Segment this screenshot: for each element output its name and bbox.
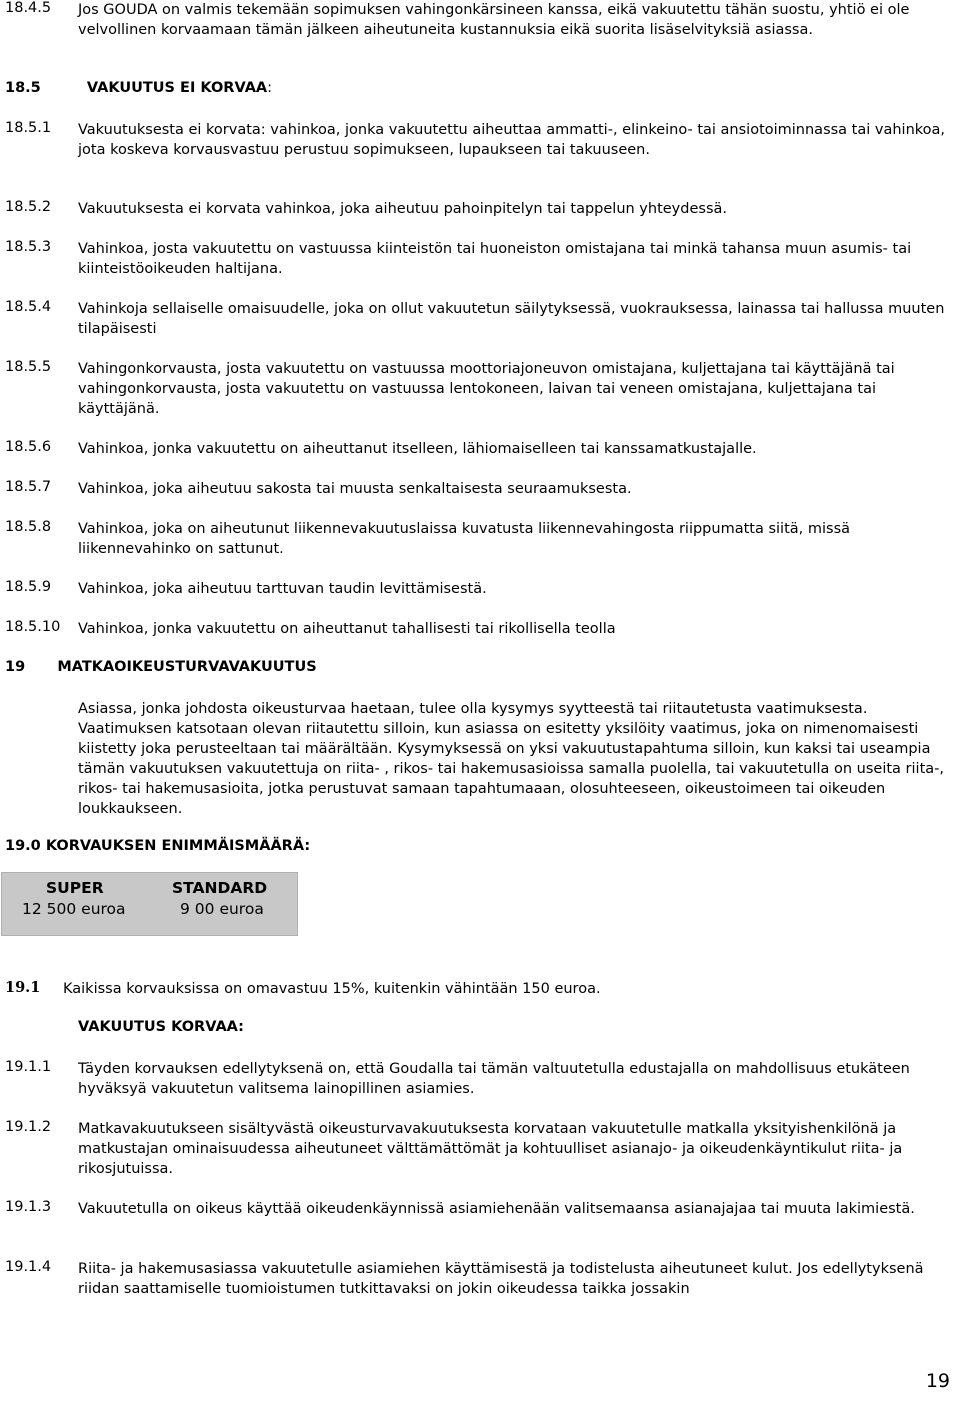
clause-number: 18.4.5 (5, 0, 52, 16)
clause-18-5-6 (5, 439, 950, 459)
clause-number: 19.1.3 (5, 1199, 52, 1215)
clause-number: 18.5.8 (5, 519, 52, 535)
section-colon: : (267, 80, 273, 96)
table-value-standard: 9 00 euroa (180, 900, 264, 918)
section-heading-19-0: 19.0 KORVAUKSEN ENIMMÄISMÄÄRÄ: (5, 838, 311, 854)
clause-number: 19.1.1 (5, 1059, 52, 1075)
clause-18-5-8 (5, 519, 950, 559)
clause-text: Vakuutuksesta ei korvata: vahinkoa, jonka vakuutettu aiheuttaa ammatti-, elinkeino- tai ansiotoiminnassa tai vahinkoa, jota koskeva korvausvastuu perustuu sopimukseen, lupaukseen tai takuuseen. (78, 122, 946, 158)
clause-19-1-2 (5, 1119, 950, 1179)
section-title: MATKAOIKEUSTURVAVAKUUTUS (57, 659, 317, 675)
clause-text: Vahinkoa, joka aiheutuu sakosta tai muusta senkaltaisesta seuraamuksesta. (78, 481, 632, 497)
clause-text: Täyden korvauksen edellytyksenä on, että Goudalla tai tämän valtuutetulla edustajalla on mahdollisuus etukäteen hyväksyä vakuutetun valitsema lainopillinen asiamies. (78, 1061, 910, 1097)
clause-18-4-5 (5, 0, 950, 40)
clause-text: Vakuutuksesta ei korvata vahinkoa, joka aiheutuu pahoinpitelyn tai tappelun yhteydessä. (78, 201, 727, 217)
clause-text: Vahinkoa, joka aiheutuu tarttuvan taudin levittämisestä. (78, 581, 487, 597)
table-header-standard: STANDARD (172, 879, 268, 897)
section-heading-19 (5, 659, 317, 675)
clause-number: 18.5.10 (5, 619, 61, 635)
clause-18-5-9 (5, 579, 950, 599)
clause-text: Vahinkoa, jonka vakuutettu on aiheuttanut itselleen, lähiomaiselleen tai kanssamatkustajalle. (78, 441, 757, 457)
section-title: VAKUUTUS EI KORVAA (86, 80, 268, 96)
clause-text: Matkavakuutukseen sisältyvästä oikeusturvavakuutuksesta korvataan vakuutetulle matkalla yksityishenkilönä ja matkustajan ominaisuudessa aiheutuneet välttämättömät ja kohtuulliset asianajo- ja oikeudenkäyntikulut riita- ja rikosjutuissa. (78, 1121, 903, 1177)
clause-19-1-3 (5, 1199, 950, 1219)
table-value-super: 12 500 euroa (22, 900, 126, 918)
section-number: 18.5 (5, 80, 41, 96)
clause-18-5-2 (5, 199, 950, 219)
clause-18-5-4 (5, 299, 950, 339)
clause-number: 18.5.2 (5, 199, 52, 215)
section-heading-18-5 (5, 80, 272, 96)
clause-number: 18.5.7 (5, 479, 52, 495)
page-number: 19 (925, 1370, 950, 1392)
subheading-korvaa: VAKUUTUS KORVAA: (78, 1019, 244, 1035)
clause-number: 18.5.9 (5, 579, 52, 595)
clause-text: Vahinkoa, joka on aiheutunut liikennevakuutuslaissa kuvatusta liikennevahingosta riippumatta siitä, missä liikennevahinko on sattunut. (78, 521, 851, 557)
clause-number: 18.5.6 (5, 439, 52, 455)
clause-text: Vahinkoa, jonka vakuutettu on aiheuttanut tahallisesti tai rikollisella teolla (78, 621, 616, 637)
clause-18-5-3 (5, 239, 950, 279)
clause-19-1-4 (5, 1259, 950, 1299)
clause-number: 19.1 (5, 979, 41, 996)
clause-number: 19.1.4 (5, 1259, 52, 1275)
clause-number: 19.1.2 (5, 1119, 52, 1135)
clause-number: 18.5.4 (5, 299, 52, 315)
clause-19-1 (5, 979, 950, 999)
clause-number: 18.5.3 (5, 239, 52, 255)
clause-number: 18.5.5 (5, 359, 52, 375)
compensation-limit-table (1, 872, 298, 936)
clause-text: Vahingonkorvausta, josta vakuutettu on vastuussa moottoriajoneuvon omistajana, kuljettajana tai käyttäjänä tai vahingonkorvausta, josta vakuutettu on vastuussa lentokoneen, laivan tai veneen omistajana, kuljettajana tai käyttäjänä. (78, 361, 895, 417)
clause-18-5-7 (5, 479, 950, 499)
clause-text: Kaikissa korvauksissa on omavastuu 15%, kuitenkin vähintään 150 euroa. (63, 981, 601, 997)
clause-18-5-5 (5, 359, 950, 419)
section-number: 19 (5, 659, 26, 675)
clause-text: Riita- ja hakemusasiassa vakuutetulle asiamiehen käyttämisestä ja todistelusta aiheutuneet kulut. Jos edellytyksenä riidan saattamiselle tuomioistumen tutkittavaksi on jokin oikeudessa taikka jossakin (78, 1261, 924, 1297)
clause-text: Vakuutetulla on oikeus käyttää oikeudenkäynnissä asiamiehenään valitsemaansa asianajajaa tai muuta lakimiestä. (78, 1201, 915, 1217)
clause-number: 18.5.1 (5, 120, 52, 136)
clause-18-5-10 (5, 619, 950, 639)
table-header-super: SUPER (46, 879, 104, 897)
clause-text: Vahinkoa, josta vakuutettu on vastuussa kiinteistön tai huoneiston omistajana tai minkä tahansa muun asumis- tai kiinteistöoikeuden haltijana. (78, 241, 912, 277)
clause-18-5-1 (5, 120, 950, 160)
clause-text: Vahinkoja sellaiselle omaisuudelle, joka on ollut vakuutetun säilytyksessä, vuokrauksessa, lainassa tai hallussa muuten tilapäisesti (78, 301, 945, 337)
section-19-paragraph: Asiassa, jonka johdosta oikeusturvaa haetaan, tulee olla kysymys syytteestä tai riitautetusta vaatimuksesta. Vaatimuksen katsotaan olevan riitautettu silloin, kun asiassa on esitetty yksilöity vaatimus, joka on nimenomaisesti kiistetty joka perusteeltaan tai määrältään. Kysymyksessä on yksi vakuutustapahtuma silloin, kun kaksi tai useampia tämän vakuutuksen vakuutettuja on riita- , rikos- tai hakemusasioissa samalla puolella, tai vakuutetulla on useita riita-, rikos- tai hakemusasioita, jotka perustuvat samaan tapahtumaaan, olosuhteeseen, oikeustoimeen tai oikeuden loukkaukseen. (78, 701, 944, 817)
clause-text: Jos GOUDA on valmis tekemään sopimuksen vahingonkärsineen kanssa, eikä vakuutettu tähän suostu, yhtiö ei ole velvollinen korvaamaan tämän jälkeen aiheutuneita kustannuksia eikä suorita lisäselvityksiä asiassa. (78, 2, 910, 38)
clause-19-1-1 (5, 1059, 950, 1099)
